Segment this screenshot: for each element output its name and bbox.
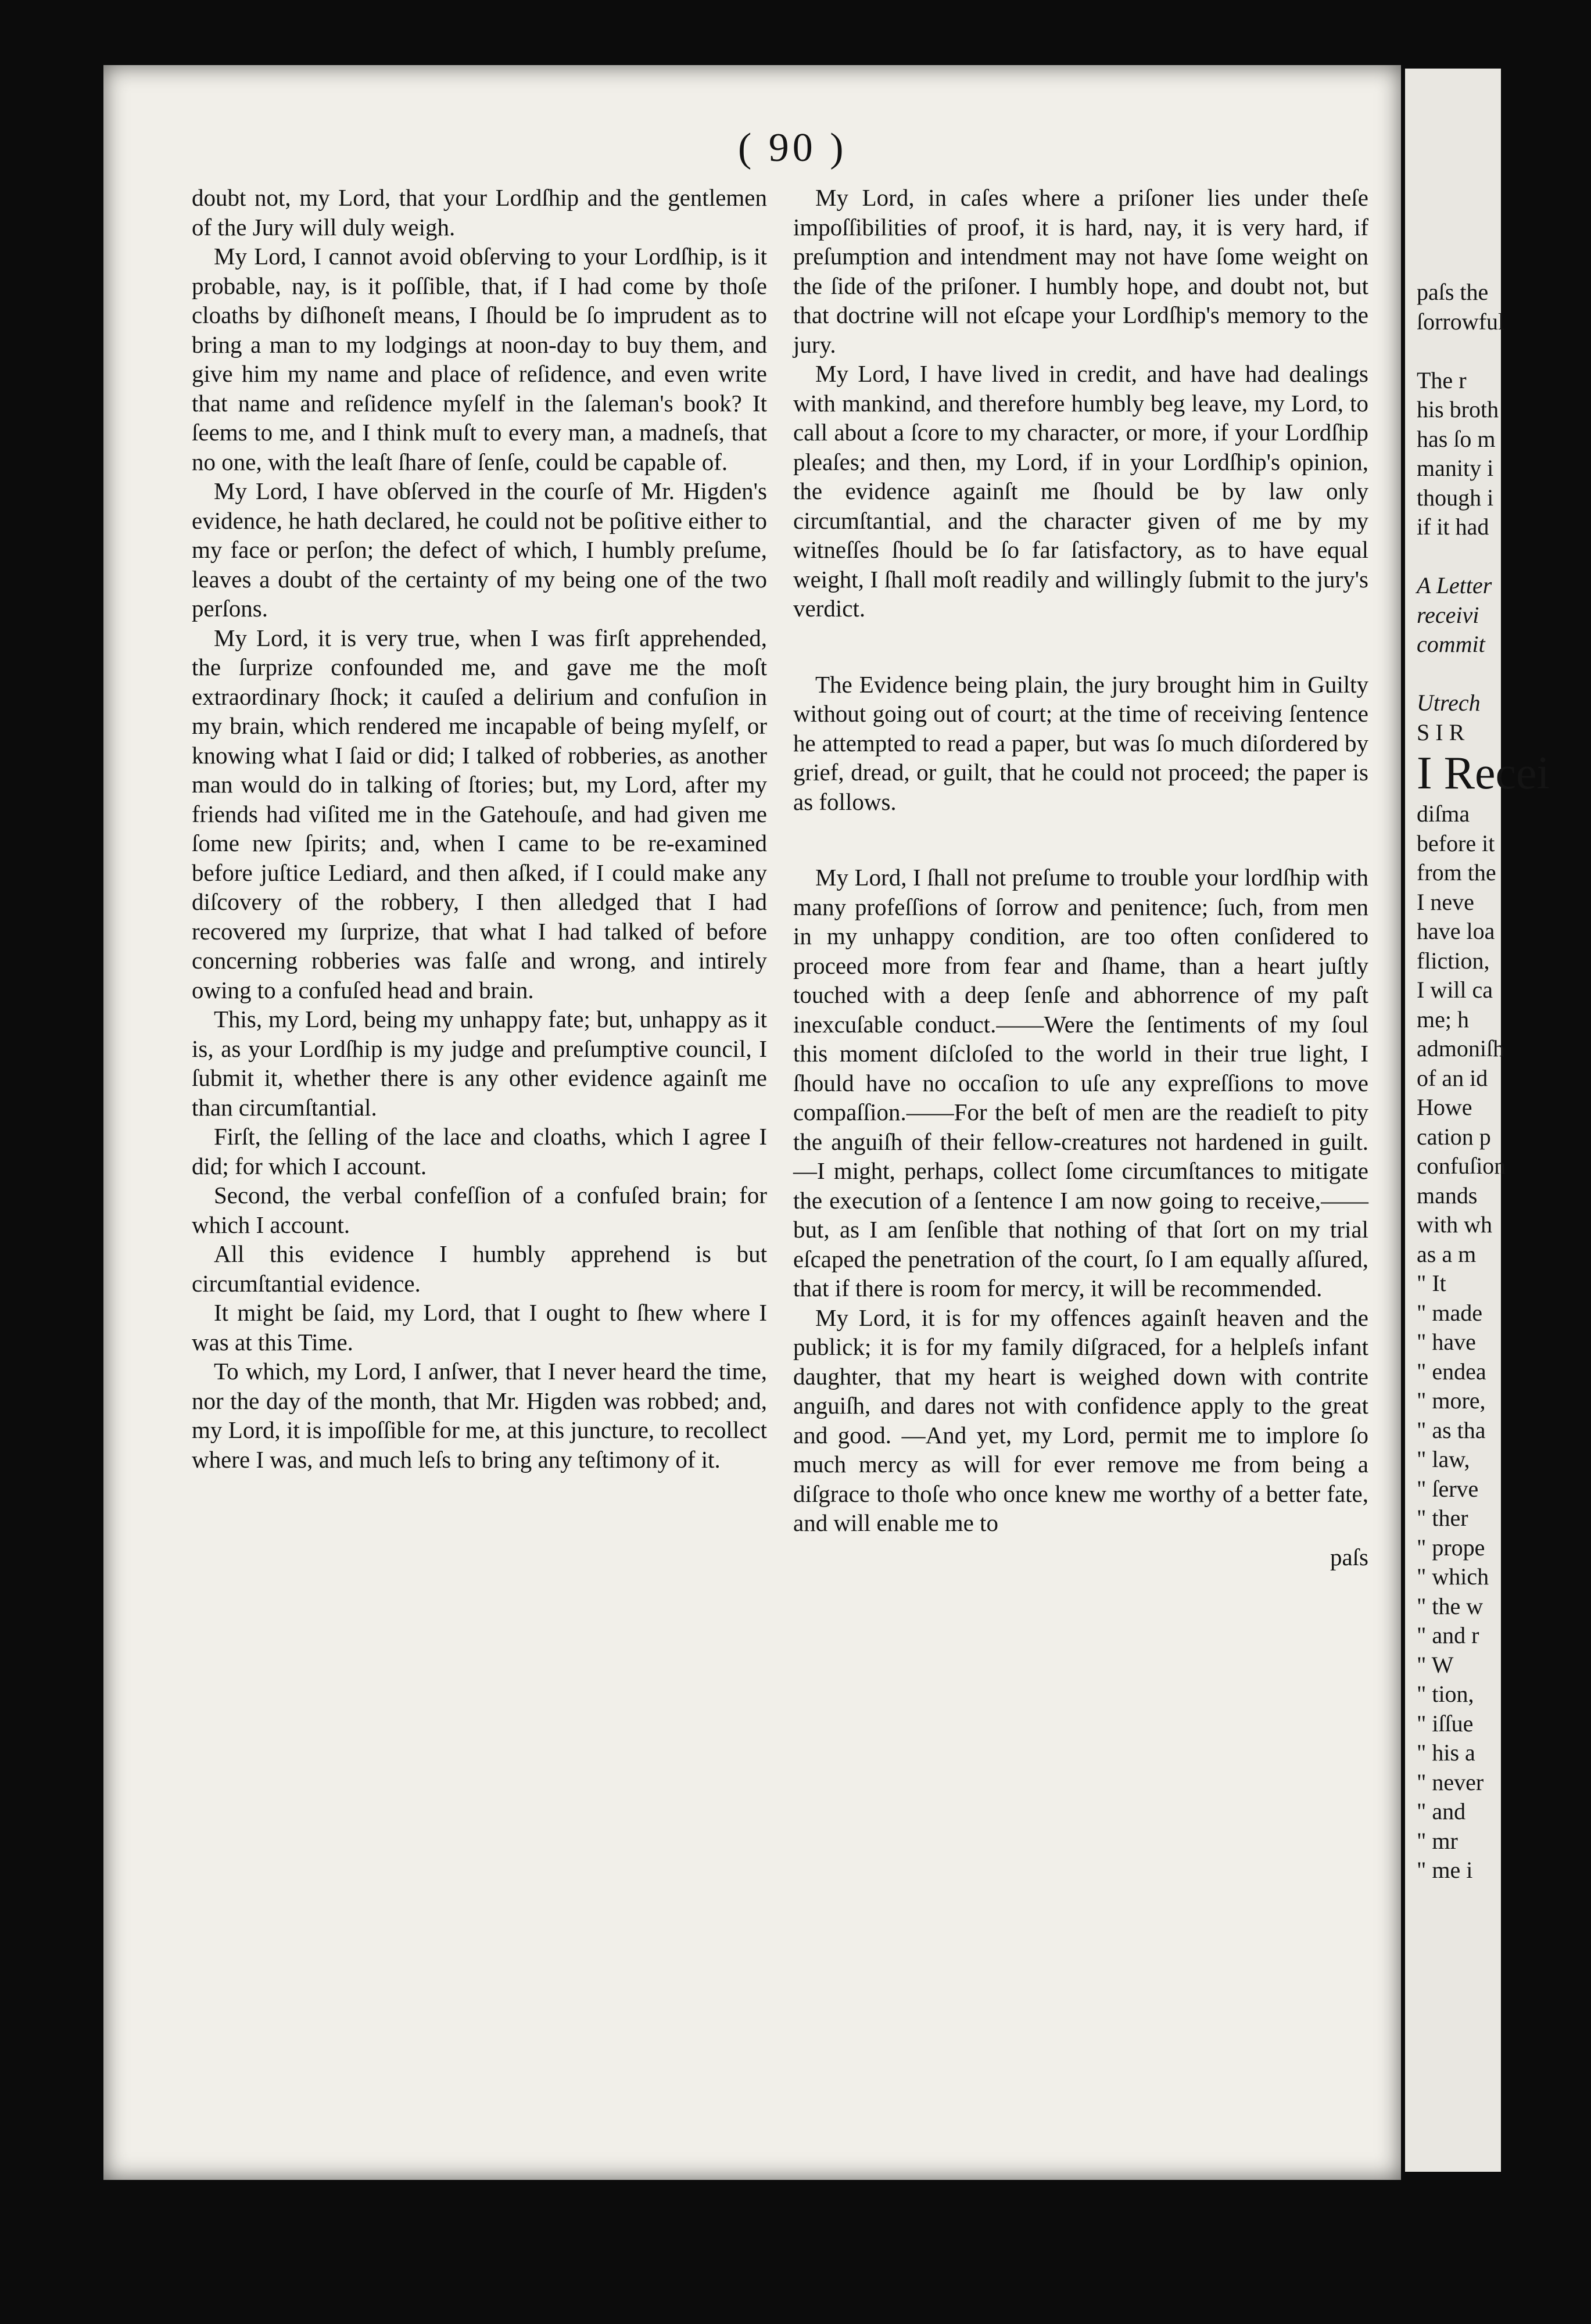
fragment-line (1417, 336, 1591, 366)
paragraph: My Lord, I have lived in credit, and have had dealings with mankind, and therefore humbly beg leave, my Lord, to call about a ſcore to my character, or more, if your Lordſhip pleaſes; and then, my Lord, if in your Lordſhip's opinion, the evidence againſt me ſhould be by law only circumſtantial, and the character given of me by my witneſſes ſhould be ſo far ſatisfactory, as to have equal weight, I ſhall moſt readily and willingly ſubmit to the jury's verdict. (793, 360, 1368, 622)
fragment-line: " prope (1417, 1534, 1485, 1561)
fragment-line: admoniſh (1417, 1035, 1505, 1061)
fragment-line: " endea (1417, 1358, 1486, 1385)
narrative-paragraph: The Evidence being plain, the jury brought him in Guilty without going out of court; at the time of receiving ſentence he attempted to read a paper, but was ſo much diſordered by grief, dread, or guilt, that he could not proceed; the paper is as follows. (793, 670, 1368, 815)
paragraph: doubt not, my Lord, that your Lordſhip and the gentlemen of the Jury will duly weigh. (192, 184, 767, 241)
paragraph: My Lord, it is for my offences againſt heaven and the publick; it is for my family diſgraced, for a helpleſs infant daughter, that my heart is weighed down with contrite anguiſh, and dares not with confidence apply to the great and good. —And yet, my Lord, permit me to implore ſo much mercy as will for ever remove me from being a diſgrace to thoſe who once knew me worthy of a better fate, and will enable me to (793, 1304, 1368, 1536)
paragraph: My Lord, I ſhall not preſume to trouble your lordſhip with many profeſſions of ſorrow and penitence; ſuch, from men in my unhappy condition, are too often conſidered to proceed more from fear and ſhame, than a heart juſtly touched with a deep ſenſe and abhorrence of my paſt inexcuſable conduct.——Were the ſentiments of my ſoul this moment diſcloſed to the world in their true light, I ſhould have no occaſion to uſe any expreſſions to move compaſſion.——For the beſt of men are the readieſt to pity the anguiſh of their fellow-creatures not hardened in guilt.—I might, perhaps, collect ſome circumſtances to mitigate the execution of a ſentence I am now going to receive,—— but, as I am ſenſible that nothing of that ſort on my trial eſcaped the penetration of the court, ſo I am equally aſſured, that if there is room for mercy, it will be recommended. (793, 864, 1368, 1301)
fragment-line: " It (1417, 1270, 1446, 1296)
fragment-line: have loa (1417, 918, 1495, 944)
fragment-line: " ſerve (1417, 1475, 1479, 1502)
fragment-line: diſma (1417, 801, 1470, 827)
fragment-line: I neve (1417, 888, 1474, 915)
fragment-line: " iſſue (1417, 1710, 1474, 1737)
fragment-line: " W (1417, 1651, 1454, 1678)
fragment-line: receivi (1417, 601, 1479, 628)
left-column (192, 183, 767, 1474)
adjacent-page (1405, 69, 1550, 2172)
fragment-line: has ſo m (1417, 425, 1496, 452)
fragment-line: " his a (1417, 1740, 1475, 1766)
fragment-line: Utrech (1417, 690, 1481, 716)
fragment-line (1417, 542, 1591, 572)
fragment-line: I Recei (1417, 748, 1550, 799)
fragment-line: " made (1417, 1299, 1482, 1326)
fragment-line: " tion, (1417, 1681, 1474, 1707)
paragraph: My Lord, I cannot avoid obſerving to your Lordſhip, is it probable, nay, is it poſſible, that, if I had come by thoſe cloaths by diſhoneſt means, I ſhould be ſo imprudent as to bring a man to my lodgings at noon-day to buy them, and give him my name and place of reſidence, and even write that name and reſidence myſelf in the ſaleman's book? It ſeems to me, and I think muſt to every man, a madneſs, that no one, with the leaſt ſhare of ſenſe, could be capable of. (192, 243, 767, 475)
fragment-line: " and r (1417, 1622, 1479, 1648)
right-column (793, 183, 1368, 1572)
fragment-line: his broth (1417, 396, 1499, 422)
fragment-line: A Letter (1417, 572, 1492, 598)
fragment-line: " more, (1417, 1387, 1486, 1414)
fragment-line: as a m (1417, 1240, 1477, 1267)
fragment-line: " and (1417, 1798, 1466, 1824)
catchword: paſs (1330, 1543, 1368, 1570)
fragment-line: " have (1417, 1329, 1476, 1355)
fragment-line: fliction, (1417, 947, 1490, 974)
fragment-line: if it had (1417, 514, 1489, 540)
fragment-line: cation p (1417, 1123, 1491, 1150)
paragraph: My Lord, I have obſerved in the courſe of Mr. Higden's evidence, he hath declared, he could not be poſitive either to my face or perſon; the defect of which, I humbly preſume, leaves a doubt of the certainty of my being one of the two perſons. (192, 478, 767, 622)
fragment-line: of an id (1417, 1064, 1488, 1091)
fragment-line: " the w (1417, 1593, 1483, 1619)
fragment-line: paſs the (1417, 279, 1489, 305)
page-number: ( 90 ) (738, 125, 847, 170)
paragraph: Second, the verbal confeſſion of a confuſed brain; for which I account. (192, 1182, 767, 1238)
fragment-line: before it (1417, 830, 1495, 856)
paragraph: This, my Lord, being my unhappy fate; but, unhappy as it is, as your Lordſhip is my judge and preſumptive council, I ſubmit it, whether there is any other evidence againſt me than circumſtantial. (192, 1006, 767, 1121)
fragment-line: The r (1417, 367, 1467, 393)
fragment-line: with wh (1417, 1211, 1492, 1238)
fragment-line: though i (1417, 484, 1494, 511)
paragraph: Firſt, the ſelling of the lace and cloaths, which I agree I did; for which I account. (192, 1123, 767, 1179)
fragment-line: mands (1417, 1182, 1478, 1208)
fragment-line: I will ca (1417, 977, 1493, 1003)
paragraph: My Lord, in caſes where a priſoner lies under theſe impoſſibilities of proof, it is hard, nay, it is very hard, if preſumption and intendment may not have ſome weight on the ſide of the priſoner. I humbly hope, and doubt not, but that doctrine will not eſcape your Lordſhip's memory to the jury. (793, 184, 1368, 358)
fragment-line (1417, 659, 1591, 689)
fragment-line: " never (1417, 1769, 1484, 1795)
paragraph: It might be ſaid, my Lord, that I ought to ſhew where I was at this Time. (192, 1299, 767, 1355)
fragment-line: " law, (1417, 1446, 1470, 1472)
fragment-line: " me i (1417, 1857, 1473, 1883)
fragment-line: " as tha (1417, 1416, 1486, 1443)
fragment-line: me; h (1417, 1006, 1469, 1032)
paragraph: To which, my Lord, I anſwer, that I never heard the time, nor the day of the month, that Mr. Higden was robbed; and, my Lord, it is impoſſible for me, at this juncture, to recollect where I was, and much leſs to bring any teſtimony of it. (192, 1358, 767, 1473)
fragment-line: commit (1417, 631, 1485, 657)
fragment-line: " ther (1417, 1505, 1468, 1531)
adjacent-page-text (1417, 278, 1591, 1885)
fragment-line: manity i (1417, 455, 1494, 481)
fragment-line: ſorrowful (1417, 308, 1505, 335)
fragment-line: from the (1417, 859, 1496, 885)
fragment-line: confuſion (1417, 1153, 1506, 1179)
paragraph: My Lord, it is very true, when I was firſt apprehended, the ſurprize confounded me, and gave me the moſt extraordinary ſhock; it cauſed a delirium and confuſion in my brain, which rendered me incapable of being myſelf, or knowing what I ſaid or did; I talked of robberies, as another man would do in talking of ſtories; but, my Lord, after my friends had viſited me in the Gatehouſe, and had given me ſome new ſpirits; and, when I came to be re-examined before juſtice Lediard, and then aſked, if I could make any diſcovery of the robbery, I then alledged that I had recovered my ſurprize, that what I had talked of before concerning robberies was falſe and wrong, and intirely owing to a confuſed head and brain. (192, 624, 767, 1003)
fragment-line: S I R (1417, 719, 1465, 745)
fragment-line: " which (1417, 1563, 1489, 1590)
paragraph: All this evidence I humbly apprehend is but circumſtantial evidence. (192, 1240, 767, 1297)
fragment-line: " mr (1417, 1827, 1458, 1854)
fragment-line: Howe (1417, 1094, 1472, 1120)
